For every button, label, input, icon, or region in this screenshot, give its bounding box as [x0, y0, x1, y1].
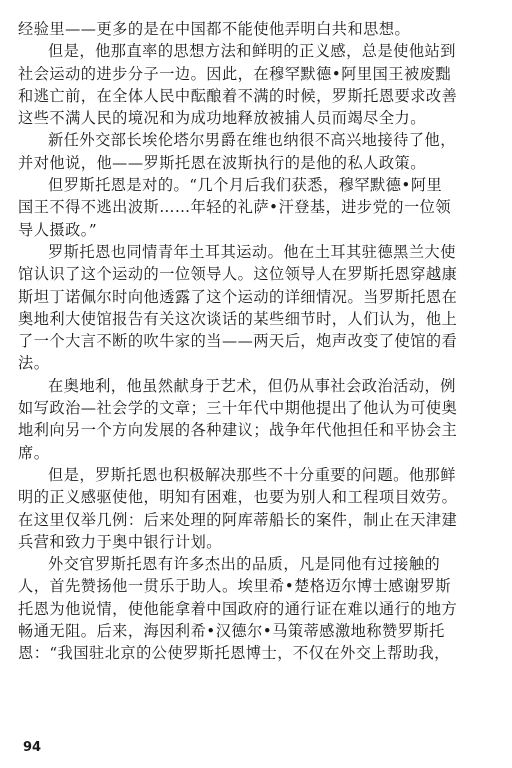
text-line: 托恩为他说情，使他能拿着中国政府的通行证在难以通行的地方 — [18, 599, 458, 618]
page-number: 94 — [23, 740, 42, 755]
text-line: 兵营和致力于奥中银行计划。 — [18, 532, 222, 551]
text-line: 明的正义感驱使他，明知有困难，也要为别人和工程项目效劳。 — [18, 488, 458, 507]
text-line: 如写政治—社会学的文章；三十年代中期他提出了他认为可使奥 — [18, 399, 458, 418]
text-line: 外交官罗斯托恩有许多杰出的品质，凡是同他有过接触的 — [48, 555, 441, 574]
text-line: 经验里——更多的是在中国都不能使他弄明白共和思想。 — [18, 20, 411, 38]
text-line: 但是，罗斯托恩也积极解决那些不十分重要的问题。他那鲜 — [48, 465, 456, 484]
text-line: 在奥地利，他虽然献身于艺术，但仍从事社会政治活动，例 — [48, 376, 456, 395]
text-line: 人，首先赞扬他一贯乐于助人。埃里希•楚格迈尔博士感谢罗斯 — [18, 577, 452, 596]
text-line: 斯坦丁诺佩尔时向他透露了这个运动的详细情况。当罗斯托恩在 — [18, 287, 458, 306]
text-line: 席。 — [18, 443, 50, 462]
text-line: 但罗斯托恩是对的。“几个月后我们获悉，穆罕默德•阿里 — [48, 176, 443, 195]
text-line: 恩：“我国驻北京的公使罗斯托恩博士，不仅在外交上帮助我， — [18, 644, 450, 663]
text-line: 导人摄政。” — [18, 220, 98, 239]
text-line: 但是，他那直率的思想方法和鲜明的正义感，总是使他站到 — [48, 42, 456, 61]
text-line: 在这里仅举几例：后来处理的阿库蒂船长的案件，制止在天津建 — [18, 510, 458, 529]
text-line: 地利向另一个方向发展的各种建议；战争年代他担任和平协会主 — [18, 421, 458, 440]
text-line: 新任外交部长埃伦塔尔男爵在维也纳很不高兴地接待了他， — [48, 131, 456, 150]
text-line: 和逃亡前，在全体人民中酝酿着不满的时候，罗斯托恩要求改善 — [18, 86, 458, 105]
body-text — [18, 18, 502, 665]
text-line: 奥地利大使馆报告有关这次谈话的某些细节时，人们认为，他上 — [18, 309, 458, 328]
text-line: 并对他说，他——罗斯托恩在波斯执行的是他的私人政策。 — [18, 153, 426, 172]
text-line: 馆认识了这个运动的一位领导人。这位领导人在罗斯托恩穿越康 — [18, 265, 458, 284]
text-line: 罗斯托恩也同情青年土耳其运动。他在土耳其驻德黑兰大使 — [48, 242, 456, 261]
text-line: 这些不满人民的境况和为成功地释放被捕人员而竭尽全力。 — [18, 109, 426, 128]
text-line: 国王不得不逃出波斯……年轻的礼萨•汗登基，进步党的一位领 — [18, 198, 452, 217]
text-line: 了一个大言不断的吹牛家的当——两天后，炮声改变了使馆的看 — [18, 332, 458, 351]
text-line: 社会运动的进步分子一边。因此，在穆罕默德•阿里国王被废黜 — [18, 64, 452, 83]
text-line: 法。 — [18, 354, 50, 373]
text-line: 畅通无阻。后来，海因利希•汉德尔•马策蒂感激地称赞罗斯托 — [18, 622, 445, 641]
